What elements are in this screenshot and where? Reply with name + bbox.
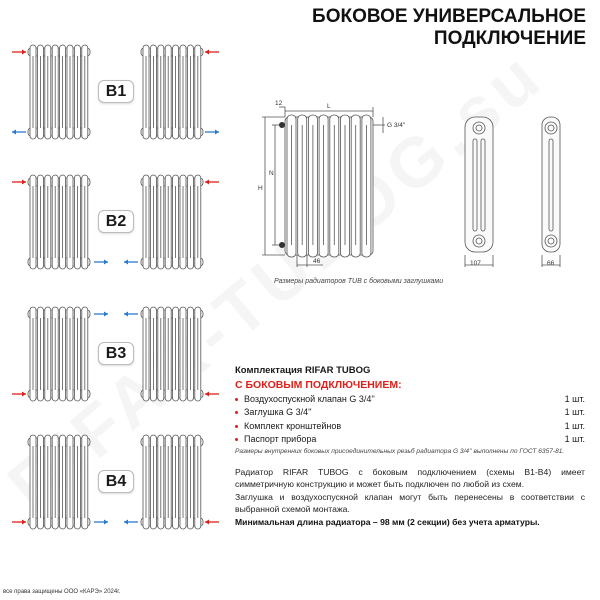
dim-N: N — [269, 170, 274, 177]
list-item — [235, 421, 585, 434]
radiator — [28, 175, 90, 269]
item-name: Заглушка G 3/4'' — [244, 407, 312, 418]
thread-note: Размеры внутренних боковых присоединительных резьб радиатора G 3/4'' выполнены по ГОСТ 6357-81. — [235, 448, 565, 455]
page-title — [312, 6, 586, 50]
item-name: Паспорт прибора — [244, 433, 317, 444]
dim-66: 66 — [547, 260, 555, 267]
title-line-2: ПОДКЛЮЧЕНИЕ — [433, 28, 586, 49]
description-p1: Радиатор RIFAR TUBOG с боковым подключением (схемы В1-В4) имеет симметричную конструкцию и может быть подключен по любой из схем. — [235, 467, 585, 490]
supply-arrow-icon — [205, 180, 219, 185]
kit-heading: Комплектация RIFAR TUBOG — [235, 365, 371, 376]
return-arrow-icon — [12, 130, 26, 135]
drawing-caption: Размеры радиаторов TUB с боковыми заглушками — [274, 278, 444, 285]
scheme-b1 — [0, 42, 230, 142]
supply-arrow-icon — [12, 520, 26, 525]
supply-arrow-icon — [205, 392, 219, 397]
radiator — [28, 307, 90, 401]
radiator — [141, 435, 203, 529]
dim-H: H — [258, 185, 263, 192]
scheme-label: B2 — [98, 210, 134, 233]
scheme-b3 — [0, 304, 230, 404]
supply-arrow-icon — [205, 520, 219, 525]
item-qty: 1 шт. — [564, 394, 585, 404]
scheme-label: B1 — [98, 80, 134, 103]
radiator — [28, 45, 90, 139]
dim-46: 46 — [313, 258, 321, 265]
kit-list — [235, 394, 585, 447]
return-arrow-icon — [124, 312, 138, 317]
scheme-label: B4 — [98, 470, 134, 493]
list-item — [235, 434, 585, 447]
upper-plug-icon — [279, 122, 285, 128]
supply-arrow-icon — [12, 392, 26, 397]
return-arrow-icon — [124, 520, 138, 525]
copyright: все права защищены ООО «КАРЭ» 2024г. — [3, 589, 121, 595]
item-qty: 1 шт. — [564, 407, 585, 418]
radiator — [141, 45, 203, 139]
item-name: Воздухоспускной клапан G 3/4'' — [244, 394, 375, 404]
kit-section — [235, 365, 585, 447]
lower-plug-icon — [279, 242, 285, 248]
scheme-b4 — [0, 432, 230, 532]
title-line-1: БОКОВОЕ УНИВЕРСАЛЬНОЕ — [312, 6, 586, 27]
scheme-label: B3 — [98, 342, 134, 365]
item-name: Комплект кронштейнов — [244, 420, 342, 431]
description-p3: Минимальная длина радиатора – 98 мм (2 секции) без учета арматуры. — [235, 516, 540, 527]
list-item — [235, 407, 585, 420]
return-arrow-icon — [94, 260, 108, 265]
item-qty: 1 шт. — [564, 420, 585, 431]
dimension-drawing — [255, 95, 585, 275]
return-arrow-icon — [94, 520, 108, 525]
item-qty: 1 шт. — [564, 433, 585, 444]
description — [235, 466, 585, 528]
supply-arrow-icon — [12, 180, 26, 185]
side-view-66 — [542, 117, 560, 267]
side-view-107 — [465, 117, 493, 267]
dim-L: L — [327, 103, 331, 110]
radiator — [141, 307, 203, 401]
return-arrow-icon — [94, 312, 108, 317]
description-p2: Заглушка и воздухоспускной клапан могут быть перенесены в соответствии с выбранной схемой монтажа. — [235, 491, 585, 515]
list-item — [235, 394, 585, 407]
scheme-b2 — [0, 172, 230, 272]
dim-12: 12 — [275, 100, 283, 107]
return-arrow-icon — [124, 260, 138, 265]
return-arrow-icon — [205, 130, 219, 135]
dim-thread: G 3/4'' — [387, 122, 406, 129]
dim-107: 107 — [470, 260, 481, 267]
radiator — [141, 175, 203, 269]
kit-subheading: С БОКОВЫМ ПОДКЛЮЧЕНИЕМ: — [235, 379, 402, 391]
supply-arrow-icon — [12, 50, 26, 55]
supply-arrow-icon — [205, 50, 219, 55]
radiator — [28, 435, 90, 529]
